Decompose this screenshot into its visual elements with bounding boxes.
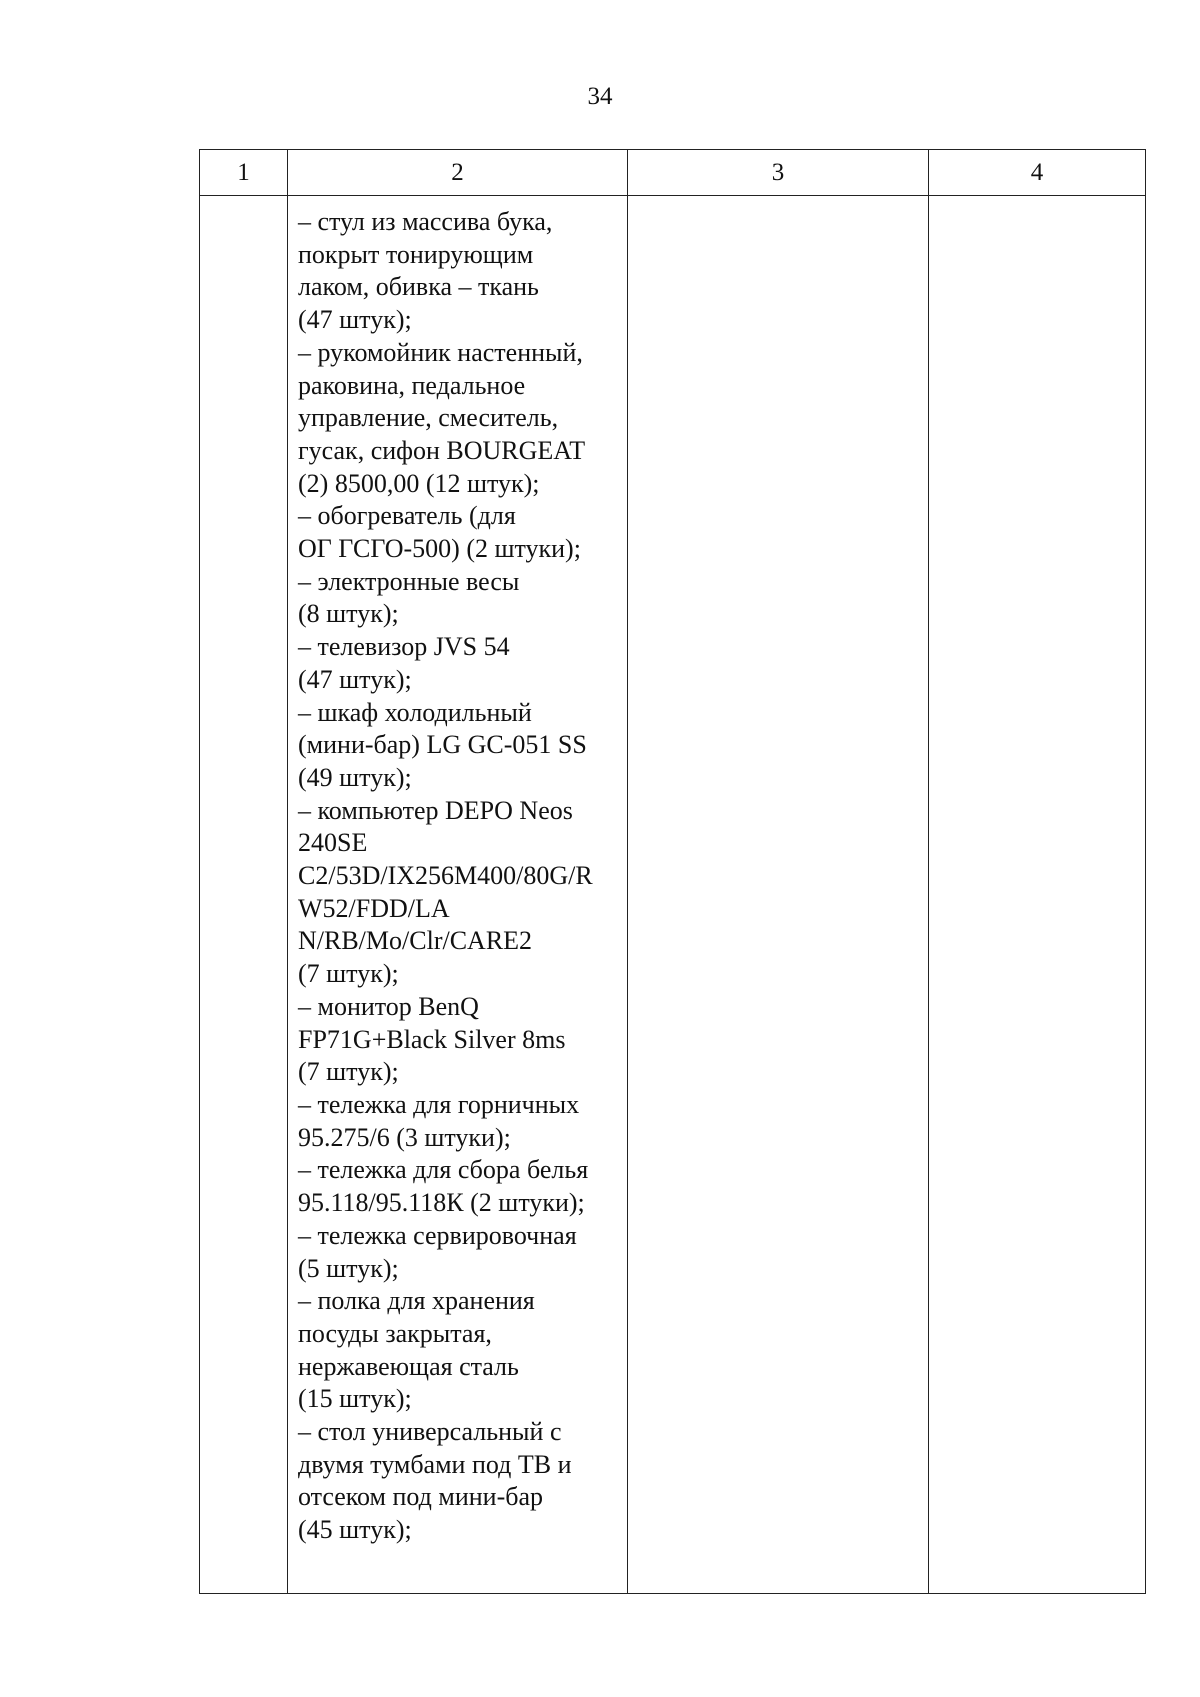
header-col-2: 2 bbox=[288, 150, 628, 196]
list-item: – тележка сервировочная (5 штук); bbox=[298, 1220, 577, 1283]
list-item: – телевизор JVS 54 (47 штук); bbox=[298, 632, 510, 694]
cell-col-2 bbox=[288, 196, 628, 1594]
header-col-1: 1 bbox=[200, 150, 288, 196]
inventory-table bbox=[199, 149, 1146, 1594]
header-col-4: 4 bbox=[929, 150, 1146, 196]
page-number: 34 bbox=[587, 83, 613, 110]
list-item: – тележка для сбора белья 95.118/95.118К (2 штуки); bbox=[298, 1155, 589, 1218]
list-item: – стол универсальный с двумя тумбами под ТВ и отсеком под мини-бар (45 штук); bbox=[298, 1417, 572, 1545]
table-row bbox=[200, 196, 1146, 1594]
list-item: – рукомойник настенный, раковина, педальное управление, смеситель, гусак, сифон BOURGEAT (2) 8500,00 (12 штук); bbox=[298, 337, 586, 498]
table-header bbox=[200, 150, 1146, 196]
cell-col-1 bbox=[200, 196, 288, 1594]
equipment-list bbox=[288, 196, 627, 1547]
list-item: – монитор BenQ FP71G+Black Silver 8ms (7 штук); bbox=[298, 991, 566, 1087]
list-item: – электронные весы (8 штук); bbox=[298, 566, 520, 629]
cell-col-3 bbox=[628, 196, 929, 1594]
header-col-3: 3 bbox=[628, 150, 929, 196]
list-item: – обогреватель (для ОГ ГСГО-500) (2 штуки); bbox=[298, 501, 581, 564]
list-item: – тележка для горничных 95.275/6 (3 штуки); bbox=[298, 1089, 580, 1152]
list-item: – компьютер DEPO Neos 240SE C2/53D/IX256M400/80G/R W52/FDD/LA N/RB/Mo/Clr/CARE2 (7 штук); bbox=[298, 795, 593, 989]
header-row bbox=[200, 150, 1146, 196]
cell-col-4 bbox=[929, 196, 1146, 1594]
list-item: – стул из массива бука, покрыт тонирующим лаком, обивка – ткань (47 штук); bbox=[298, 207, 553, 335]
list-item: – полка для хранения посуды закрытая, нержавеющая сталь (15 штук); bbox=[298, 1286, 535, 1414]
list-item: – шкаф холодильный (мини-бар) LG GC-051 SS (49 штук); bbox=[298, 697, 587, 792]
table-body bbox=[200, 196, 1146, 1594]
